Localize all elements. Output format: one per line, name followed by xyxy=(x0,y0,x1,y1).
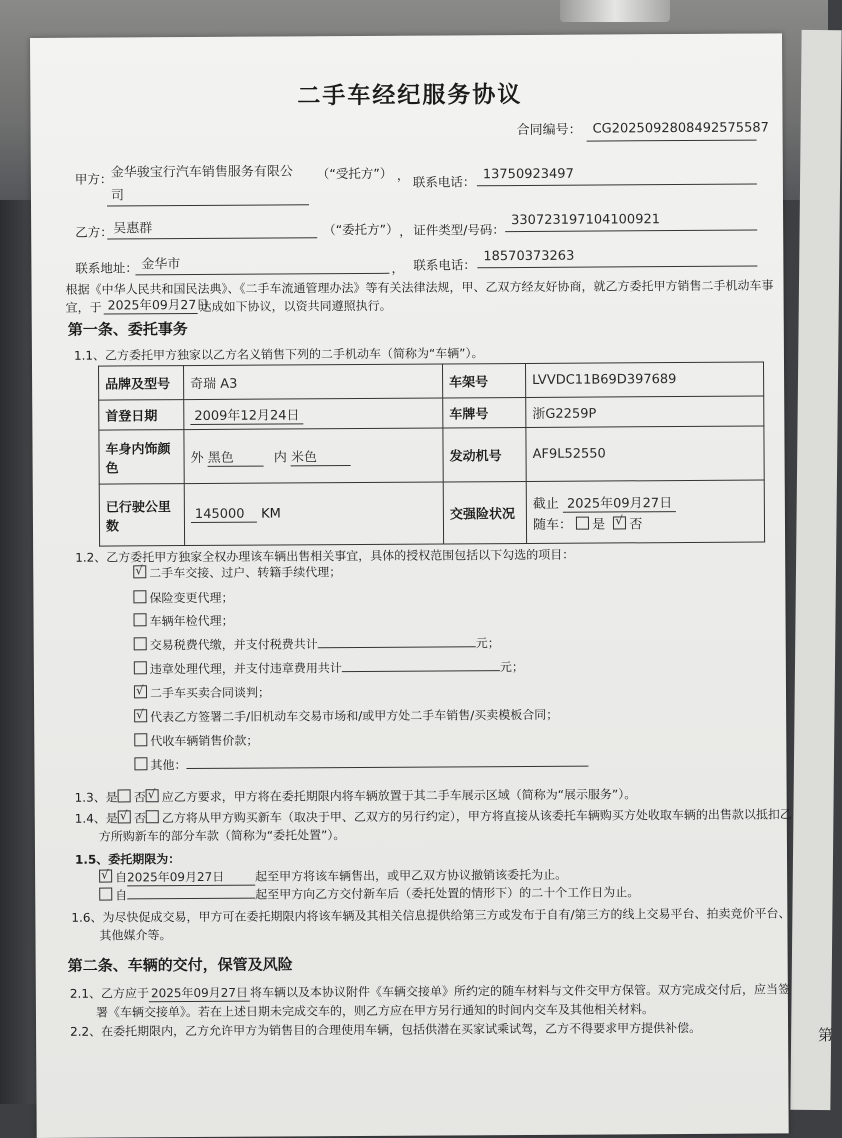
party-a-underline xyxy=(107,204,309,206)
party-a-name-line1: 金华骏宝行汽车销售服务有限公 xyxy=(110,164,293,181)
term-b-date-blank[interactable] xyxy=(127,898,255,900)
auth-item-7-text: 代表乙方签署二手/旧机动车交易市场和/或甲方处二手车销售/买卖模板合同； xyxy=(150,707,559,725)
insurance-with-car-label: 随车： xyxy=(532,517,573,533)
auth-item-3 xyxy=(134,613,234,630)
exterior-color: 黑色 xyxy=(208,446,264,466)
clause-1-3-yes: 1.3、是 xyxy=(74,790,118,805)
auth-item-7-checkbox[interactable] xyxy=(134,709,147,722)
preamble-line2-suffix: 达成如下协议，以资共同遵照执行。 xyxy=(199,298,392,314)
violation-amount-blank[interactable] xyxy=(342,670,500,672)
clause-1-5-heading: 1.5、委托期限为： xyxy=(74,852,181,867)
mileage-label xyxy=(99,484,184,547)
party-b-underline xyxy=(107,237,317,239)
auth-item-8 xyxy=(134,733,258,750)
insurance-yes-label: 是 xyxy=(592,516,606,533)
insurance-label: 交强险状况 xyxy=(443,481,526,544)
party-b-address-underline xyxy=(135,273,389,276)
clause-2-1-prefix: 2.1、乙方应于 xyxy=(69,986,149,1001)
clause-1-4-no: 否 xyxy=(133,811,146,826)
auth-item-9-checkbox[interactable] xyxy=(134,757,147,770)
insurance-no-label: 否 xyxy=(629,516,643,532)
insurance-yes-checkbox[interactable] xyxy=(576,516,589,529)
tax-amount-blank[interactable] xyxy=(318,646,476,648)
article1-heading: 第一条、委托事务 xyxy=(67,320,188,339)
plate-value: 浙G2259P xyxy=(526,396,764,427)
clause-1-4 xyxy=(75,806,792,826)
mileage-unit: KM xyxy=(261,505,281,522)
vin-label: 车架号 xyxy=(442,363,525,398)
term-option-a-text: 起至甲方将该车辆售出，或甲乙双方协议撤销该委托为止。 xyxy=(255,867,568,884)
clause-1-1: 1.1、乙方委托甲方独家以乙方名义销售下列的二手机动车（简称为“车辆”）。 xyxy=(73,346,484,363)
contract-number-underline xyxy=(587,140,757,142)
clause-1-3-text: 应乙方要求，甲方将在委托期限内将车辆放置于其二手车展示区域（简称为“展示服务”）。 xyxy=(161,787,637,805)
clause-1-3-no-checkbox[interactable] xyxy=(146,789,159,802)
other-blank[interactable] xyxy=(186,766,588,769)
auth-item-5-checkbox[interactable] xyxy=(134,661,147,674)
party-b-address-separator: ， xyxy=(391,260,404,276)
preamble-line2-prefix: 宜，于 xyxy=(65,300,102,315)
insurance-cell xyxy=(526,480,764,543)
auth-item-1 xyxy=(133,564,341,581)
term-option-a-checkbox[interactable] xyxy=(99,870,112,883)
preamble-line1: 根据《中华人民共和国民法典》、《二手车流通管理办法》等有关法律法规，甲、乙双方经友好协商，就乙方委托甲方销售二手机动车事 xyxy=(65,278,774,297)
engine-value: AF9L52550 xyxy=(526,426,764,481)
clause-1-4-line1: 乙方将从甲方购买新车（取决于甲、乙双方的另行约定），甲方将直接从该委托车辆购买方处收取车辆的出售款以抵扣乙 xyxy=(161,807,792,826)
party-a-phone-label: 联系电话： xyxy=(412,174,476,190)
auth-item-1-text: 二手车交接、过户、转籍手续代理； xyxy=(149,565,342,581)
party-b-id-underline xyxy=(505,230,757,233)
party-a-role-separator: ， xyxy=(396,167,410,183)
contract-page xyxy=(30,33,792,1138)
engine-label: 发动机号 xyxy=(443,427,526,482)
term-option-b-prefix: 自 xyxy=(115,888,128,903)
auth-item-4-suffix: 元； xyxy=(475,636,500,651)
term-option-b-text: 起至甲方向乙方交付新车后（委托处置的情形下）的二十个工作日为止。 xyxy=(255,885,640,902)
vin-value: LVVDC11B69D397689 xyxy=(525,362,763,397)
clause-1-3 xyxy=(75,786,637,805)
clause-1-6-line1: 1.6、为尽快促成交易，甲方可在委托期限内将该车辆及其相关信息提供给第三方或发布于自有/第三方的线上交易平台、拍卖竞价平台、 xyxy=(71,906,791,925)
party-b-phone-label: 联系电话： xyxy=(413,257,476,273)
contract-number-label: 合同编号： xyxy=(516,122,582,139)
auth-item-6-checkbox[interactable] xyxy=(134,685,147,698)
registration-date-label: 首登日期 xyxy=(99,400,184,431)
mileage-label-line2: 数 xyxy=(105,518,120,535)
clause-1-4-yes-checkbox[interactable] xyxy=(118,810,131,823)
agreement-date: 2025年09月27日 xyxy=(107,296,209,313)
clause-1-5-a xyxy=(99,867,567,887)
auth-item-5 xyxy=(134,659,524,677)
insurance-until-prefix: 截止 xyxy=(532,496,559,512)
party-b-label: 乙方： xyxy=(75,224,113,240)
auth-item-6-text: 二手车买卖合同谈判； xyxy=(149,685,271,701)
agreement-date-underline xyxy=(104,313,198,315)
contract-number: CG2025092808492575587 xyxy=(592,120,769,137)
auth-item-3-text: 车辆年检代理； xyxy=(149,613,234,629)
interior-prefix: 内 xyxy=(273,449,287,466)
party-a-phone: 13750923497 xyxy=(482,166,574,183)
clause-1-3-no: 否 xyxy=(133,790,146,805)
party-b-phone-underline xyxy=(477,266,757,269)
party-b-address-label: 联系地址： xyxy=(75,260,138,276)
party-a-phone-underline xyxy=(477,184,757,187)
party-b-role: （“委托方”） xyxy=(323,221,399,238)
auth-item-6 xyxy=(134,685,270,702)
color-cell xyxy=(184,428,443,484)
party-a-label: 甲方： xyxy=(74,171,113,187)
party-a-name-line2: 司 xyxy=(110,188,125,204)
auth-item-5-suffix: 元； xyxy=(499,659,524,675)
registration-date-value: 2009年12月24日 xyxy=(190,408,303,425)
auth-item-4 xyxy=(134,635,500,653)
clause-1-4-yes: 1.4、是 xyxy=(74,811,118,826)
party-b-name: 吴惠群 xyxy=(113,221,153,237)
auth-item-9 xyxy=(134,755,588,774)
auth-item-8-text: 代收车辆销售价款； xyxy=(150,733,259,749)
vehicle-info-table xyxy=(98,362,765,547)
clause-2-1-text: 将车辆以及本协议附件《车辆交接单》所约定的随车材料与文件交甲方保管。双方完成交付后，应当签 xyxy=(249,982,791,1000)
auth-item-4-text: 交易税费代缴，并支付税费共计 xyxy=(149,637,318,653)
adjacent-page-text: 第 xyxy=(818,1026,834,1044)
party-b-phone: 18570373263 xyxy=(483,248,575,265)
term-option-a-prefix: 自 xyxy=(115,870,128,885)
clause-2-1-line1 xyxy=(70,981,790,1002)
brand-value: 奇瑞 A3 xyxy=(184,364,443,400)
clause-1-4-line2: 方所购新车的部分车款（简称为“委托处置”）。 xyxy=(98,828,346,844)
interior-color: 米色 xyxy=(291,446,351,466)
color-label xyxy=(99,430,184,485)
document-title: 二手车经纪服务协议 xyxy=(297,81,523,110)
clause-1-6-line2: 其他媒介等。 xyxy=(99,928,172,943)
clause-1-4-no-checkbox[interactable] xyxy=(146,810,159,823)
party-b-address: 金华市 xyxy=(141,257,181,273)
insurance-until-date: 2025年09月27日 xyxy=(563,496,676,513)
clause-1-3-yes-checkbox[interactable] xyxy=(118,789,131,802)
color-label-line1: 车身内饰颜 xyxy=(105,441,171,458)
auth-item-4-checkbox[interactable] xyxy=(134,637,147,650)
mileage-cell xyxy=(184,482,443,546)
party-b-id-label: 证件类型/号码： xyxy=(413,222,505,238)
color-label-line2: 色 xyxy=(105,460,119,477)
mileage-value: 145000 xyxy=(191,506,257,522)
insurance-no-checkbox[interactable] xyxy=(613,516,626,529)
registration-date-cell xyxy=(184,398,443,430)
mileage-label-line1: 已行驶公里 xyxy=(105,499,171,516)
auth-item-8-checkbox[interactable] xyxy=(134,733,147,746)
party-a-role: （“受托方”） xyxy=(316,165,393,182)
plate-label: 车牌号 xyxy=(443,397,526,428)
party-b-id-number: 330723197104100921 xyxy=(511,212,661,229)
party-b-role-separator: ， xyxy=(399,223,412,239)
auth-item-2 xyxy=(133,590,233,607)
article2-heading: 第二条、车辆的交付，保管及风险 xyxy=(67,955,293,975)
auth-item-5-text: 违章处理代理，并支付违章费用共计 xyxy=(149,661,342,677)
clause-2-2: 2.2、在委托期限内，乙方允许甲方为销售目的合理使用车辆，包括供潜在买家试乘试驾，乙方不得要求甲方提供补偿。 xyxy=(70,1020,702,1039)
term-start-date: 2025年09月27日 xyxy=(127,869,255,887)
clause-1-2: 1.2、乙方委托甲方独家全权办理该车辆出售相关事宜，具体的授权范围包括以下勾选的项目： xyxy=(75,547,575,565)
clause-2-1-line2: 署《车辆交接单》。若在上述日期未完成交车的，则乙方应在甲方另行通知的时间内交车及其他相关材料。 xyxy=(95,1002,655,1020)
brand-label: 品牌及型号 xyxy=(99,366,184,401)
delivery-date: 2025年09月27日 xyxy=(149,985,250,1003)
auth-item-7 xyxy=(134,707,558,726)
auth-item-1-checkbox[interactable] xyxy=(133,565,146,578)
auth-item-9-text: 其他： xyxy=(150,758,187,773)
auth-item-2-checkbox[interactable] xyxy=(133,590,146,603)
exterior-prefix: 外 xyxy=(190,450,204,466)
auth-item-2-text: 保险变更代理； xyxy=(149,590,234,606)
term-option-b-checkbox[interactable] xyxy=(99,888,112,901)
auth-item-3-checkbox[interactable] xyxy=(134,613,147,626)
clause-1-5-b xyxy=(99,884,639,903)
